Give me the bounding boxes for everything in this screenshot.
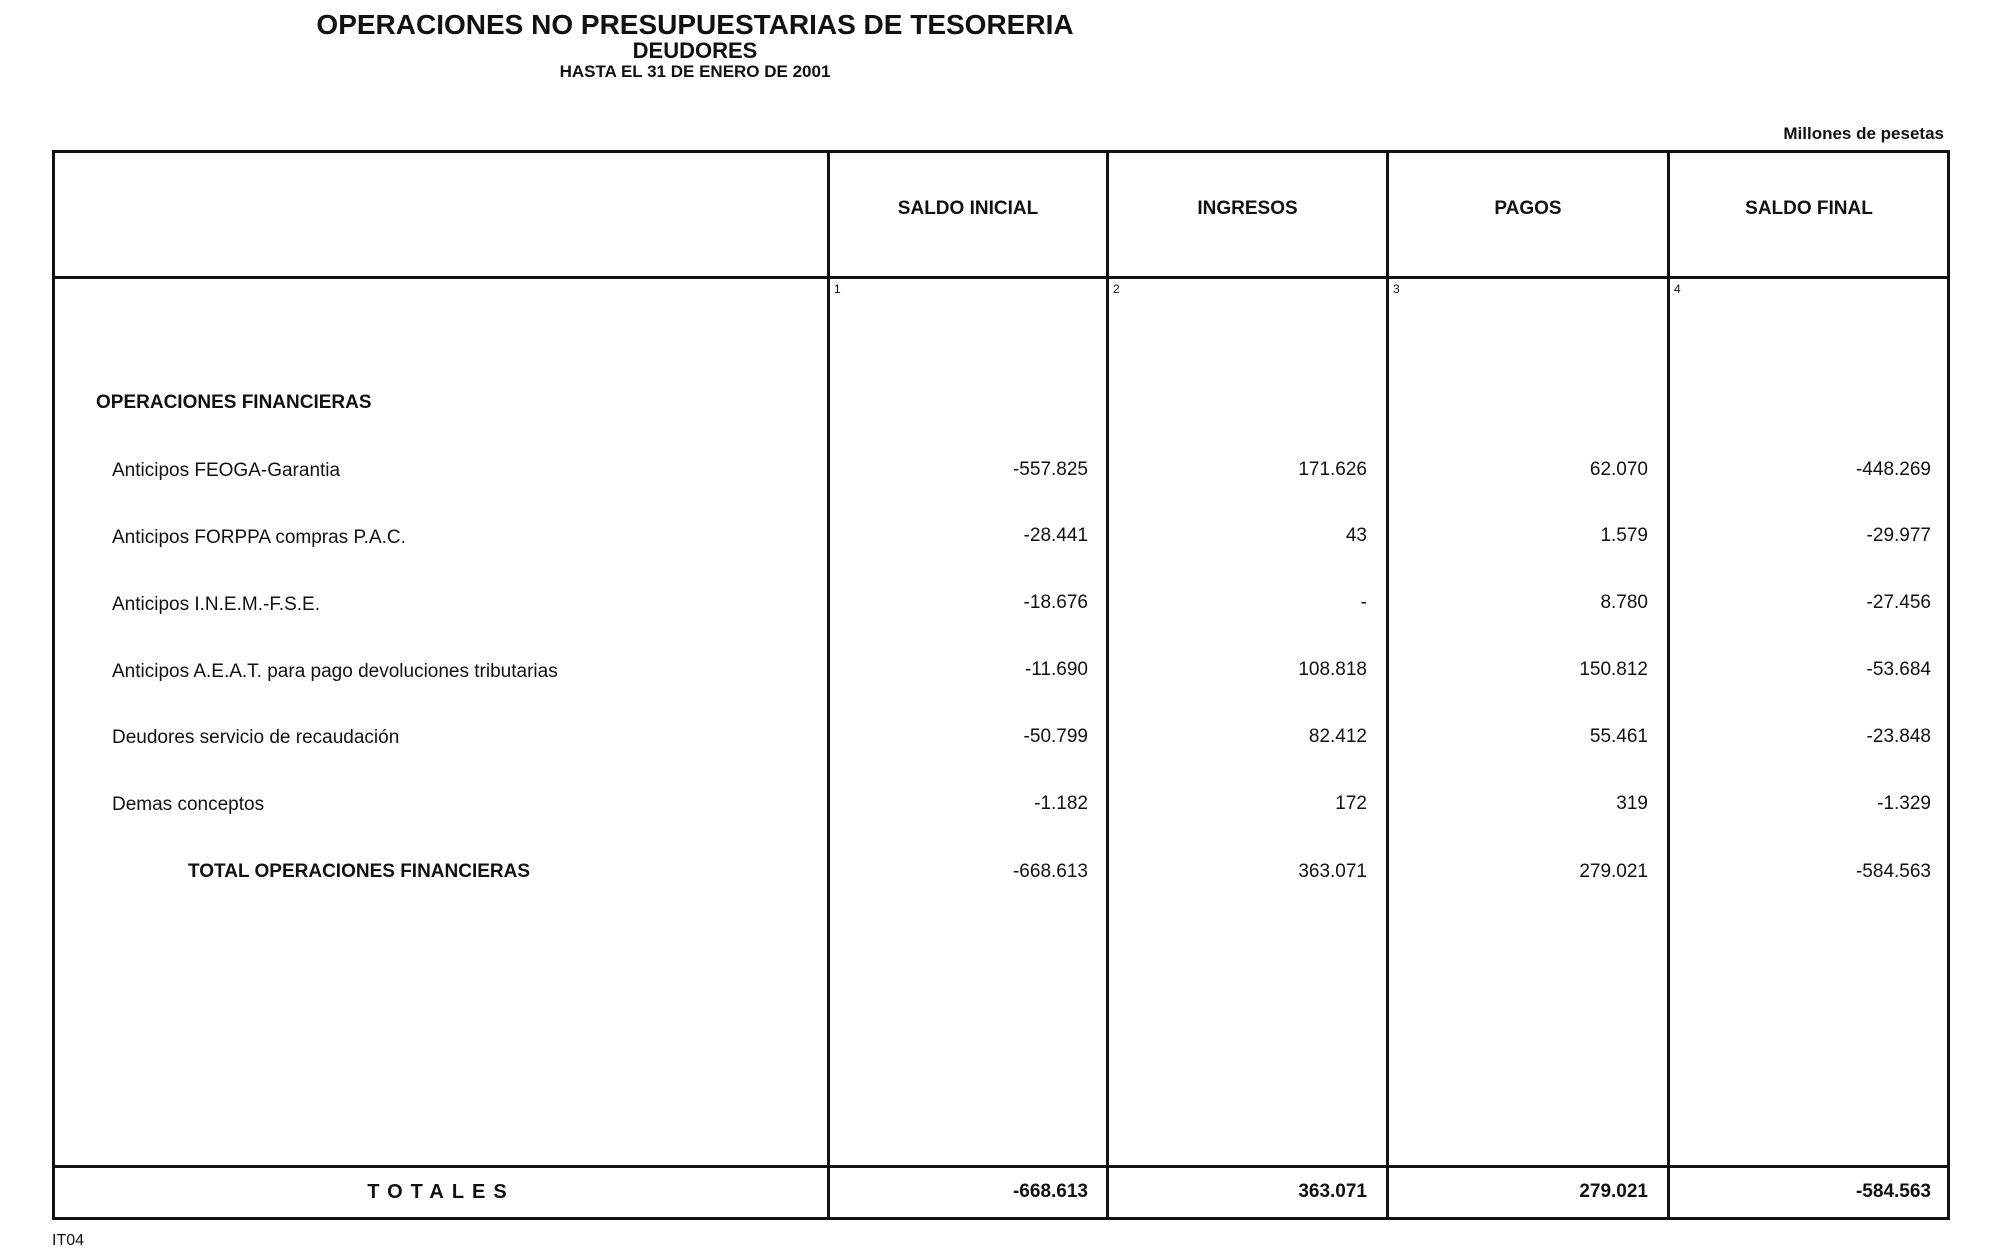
report-title: OPERACIONES NO PRESUPUESTARIAS DE TESORERIA bbox=[316, 9, 1074, 40]
cell-pagos: 1.579 bbox=[1600, 525, 1648, 546]
report-header bbox=[0, 10, 1390, 82]
cell-saldo-inicial: -28.441 bbox=[1023, 525, 1088, 546]
column-header-saldo-final: SALDO FINAL bbox=[1745, 198, 1873, 219]
row-label: Demas conceptos bbox=[112, 794, 265, 815]
totales-saldo-inicial: -668.613 bbox=[1012, 1181, 1088, 1202]
cell-ingresos: 172 bbox=[1335, 793, 1367, 814]
row-label: Anticipos FEOGA-Garantia bbox=[112, 460, 341, 481]
cell-saldo-final: -53.684 bbox=[1866, 659, 1931, 680]
cell-pagos: 62.070 bbox=[1589, 459, 1648, 480]
cell-ingresos: 82.412 bbox=[1308, 726, 1367, 747]
report-subtitle: DEUDORES bbox=[632, 38, 758, 63]
cell-saldo-final: -1.329 bbox=[1877, 793, 1931, 814]
column-divider bbox=[1106, 150, 1109, 1220]
cell-saldo-final: -27.456 bbox=[1866, 592, 1931, 613]
column-divider bbox=[1667, 150, 1670, 1220]
totales-label: TOTALES bbox=[367, 1181, 515, 1203]
cell-ingresos: 43 bbox=[1345, 525, 1367, 546]
cell-pagos: 319 bbox=[1616, 793, 1648, 814]
total-saldo-final: -584.563 bbox=[1855, 861, 1931, 882]
column-number: 2 bbox=[1113, 282, 1120, 296]
cell-saldo-inicial: -557.825 bbox=[1012, 459, 1088, 480]
cell-saldo-final: -448.269 bbox=[1855, 459, 1931, 480]
column-number: 1 bbox=[834, 282, 841, 296]
total-row-label: TOTAL OPERACIONES FINANCIERAS bbox=[188, 861, 531, 882]
row-label: Anticipos A.E.A.T. para pago devoluciones tributarias bbox=[112, 661, 558, 682]
row-label: Deudores servicio de recaudación bbox=[112, 727, 400, 748]
column-divider bbox=[1386, 150, 1389, 1220]
report-date: HASTA EL 31 DE ENERO DE 2001 bbox=[559, 62, 831, 81]
totales-saldo-final: -584.563 bbox=[1855, 1181, 1931, 1202]
column-number: 3 bbox=[1393, 282, 1400, 296]
cell-pagos: 150.812 bbox=[1579, 659, 1648, 680]
cell-pagos: 55.461 bbox=[1589, 726, 1648, 747]
table-frame bbox=[52, 150, 1950, 1220]
cell-saldo-final: -29.977 bbox=[1866, 525, 1931, 546]
column-header-saldo-inicial: SALDO INICIAL bbox=[897, 198, 1039, 219]
cell-saldo-inicial: -1.182 bbox=[1034, 793, 1088, 814]
cell-pagos: 8.780 bbox=[1600, 592, 1648, 613]
total-saldo-inicial: -668.613 bbox=[1012, 861, 1088, 882]
column-header-pagos: PAGOS bbox=[1494, 198, 1562, 219]
totales-ingresos: 363.071 bbox=[1298, 1181, 1367, 1202]
units-label: Millones de pesetas bbox=[1783, 124, 1944, 143]
cell-ingresos: 108.818 bbox=[1298, 659, 1367, 680]
cell-saldo-inicial: -11.690 bbox=[1024, 659, 1088, 680]
header-divider bbox=[52, 276, 1950, 279]
cell-ingresos: 171.626 bbox=[1298, 459, 1367, 480]
cell-saldo-final: -23.848 bbox=[1866, 726, 1931, 747]
column-number: 4 bbox=[1674, 282, 1681, 296]
totales-pagos: 279.021 bbox=[1579, 1181, 1648, 1202]
cell-saldo-inicial: -50.799 bbox=[1023, 726, 1088, 747]
cell-saldo-inicial: -18.676 bbox=[1023, 592, 1088, 613]
column-header-ingresos: INGRESOS bbox=[1197, 198, 1298, 219]
total-ingresos: 363.071 bbox=[1298, 861, 1367, 882]
column-divider bbox=[827, 150, 830, 1220]
total-pagos: 279.021 bbox=[1579, 861, 1648, 882]
row-label: Anticipos I.N.E.M.-F.S.E. bbox=[112, 594, 320, 615]
row-label: Anticipos FORPPA compras P.A.C. bbox=[112, 527, 406, 548]
footer-code: IT04 bbox=[52, 1232, 85, 1249]
section-title: OPERACIONES FINANCIERAS bbox=[96, 392, 372, 413]
totals-divider bbox=[52, 1165, 1950, 1168]
cell-ingresos: - bbox=[1360, 592, 1367, 613]
